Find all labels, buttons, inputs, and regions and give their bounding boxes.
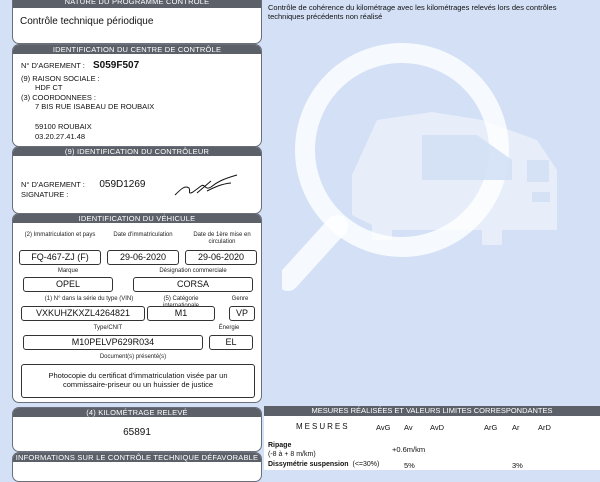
mesure-row-ar: 3%	[512, 461, 523, 470]
genre-caption: Genre	[231, 296, 249, 302]
vin-caption: (1) N° dans la série du type (VIN)	[44, 296, 134, 302]
categorie-field: M1	[147, 306, 215, 321]
defavorable-panel	[12, 452, 262, 482]
date-first-field: 29-06-2020	[185, 250, 257, 265]
marque-field: OPEL	[23, 277, 113, 292]
right-pane	[262, 0, 600, 402]
mesures-col-title: MESURES	[296, 422, 350, 431]
mesures-body	[264, 416, 600, 470]
centre-coord-label: (3) COORDONNEES :	[21, 93, 97, 102]
mesure-row-limit: (-8 à + 8 m/km)	[268, 451, 316, 458]
signature-image	[171, 171, 241, 199]
col-avd: AvD	[430, 423, 445, 432]
magnifier-car-watermark	[282, 30, 582, 330]
kilometrage-value: 65891	[123, 427, 151, 438]
mesure-row	[268, 461, 379, 468]
nature-panel	[12, 0, 262, 44]
designation-caption: Désignation commerciale	[159, 268, 227, 274]
centre-raison-label: (9) RAISON SOCIALE :	[21, 74, 100, 83]
type-caption: Type/CNIT	[93, 325, 123, 331]
controleur-signature-label: SIGNATURE :	[21, 190, 69, 199]
date-immat-caption: Date d'immatriculation	[113, 232, 173, 238]
centre-address-line1: 7 BIS RUE ISABEAU DE ROUBAIX	[35, 102, 155, 111]
mesure-row-label: Dissymétrie suspension	[268, 461, 349, 468]
controleur-agrement-value: 059D1269	[99, 179, 146, 190]
vehicule-header: IDENTIFICATION DU VÉHICULE	[13, 214, 261, 223]
col-arg: ArG	[484, 423, 498, 432]
energie-field: EL	[209, 335, 253, 350]
mesure-row	[268, 442, 291, 449]
controleur-agrement-label: N° D'AGREMENT :	[21, 180, 85, 189]
controleur-header: (9) IDENTIFICATION DU CONTRÔLEUR	[13, 147, 261, 156]
vin-field: VXKUHZKXZL4264821	[21, 306, 145, 321]
energie-caption: Énergie	[218, 325, 240, 331]
date-first-caption: Date de 1ère mise en circulation	[193, 232, 251, 245]
immat-caption: (2) Immatriculation et pays	[24, 232, 96, 238]
coherence-text: Contrôle de cohérence du kilométrage avec les kilométrages relevés lors des contrôles techniques précédents non réalisé	[268, 3, 557, 22]
mesure-row-limit: (<=30%)	[352, 461, 380, 468]
kilometrage-header: (4) KILOMÉTRAGE RELEVÉ	[13, 408, 261, 417]
controleur-panel	[12, 146, 262, 214]
documents-field: Photocopie du certificat d'immatriculation visée par un commissaire-priseur ou un huissier de justice	[21, 364, 255, 398]
type-field: M10PELVP629R034	[23, 335, 203, 350]
centre-header: IDENTIFICATION DU CENTRE DE CONTRÔLE	[13, 45, 261, 54]
immat-field: FQ-467-ZJ (F)	[19, 250, 101, 265]
defavorable-header: INFORMATIONS SUR LE CONTRÔLE TECHNIQUE DÉFAVORABLE	[13, 453, 261, 462]
documents-caption: Document(s) présenté(s)	[99, 354, 167, 360]
col-avg: AvG	[376, 423, 391, 432]
designation-field: CORSA	[133, 277, 253, 292]
kilometrage-panel	[12, 407, 262, 452]
col-ar: Ar	[512, 423, 520, 432]
centre-address-line2: 59100 ROUBAIX	[35, 122, 92, 131]
col-ard: ArD	[538, 423, 551, 432]
col-av: Av	[404, 423, 413, 432]
nature-value: Contrôle technique périodique	[20, 16, 154, 27]
mesure-row-label: Ripage	[268, 442, 292, 449]
centre-agrement-value: S059F507	[92, 60, 140, 71]
mesure-row-av: +0.6m/km	[392, 445, 426, 454]
vehicule-panel	[12, 213, 262, 403]
mesures-header: MESURES RÉALISÉES ET VALEURS LIMITES CORRESPONDANTES	[264, 406, 600, 416]
categorie-caption: (5) Catégorie	[163, 296, 199, 302]
centre-raison-value: HDF CT	[35, 83, 63, 92]
mesure-row-av: 5%	[404, 461, 415, 470]
centre-phone: 03.20.27.41.48	[35, 132, 86, 141]
date-immat-field: 29-06-2020	[107, 250, 179, 265]
centre-panel	[12, 44, 262, 147]
centre-agrement-label: N° D'AGREMENT :	[21, 61, 85, 70]
genre-field: VP	[229, 306, 255, 321]
nature-header: NATURE DU PROGRAMME CONTROLE	[13, 0, 261, 8]
marque-caption: Marque	[57, 268, 79, 274]
